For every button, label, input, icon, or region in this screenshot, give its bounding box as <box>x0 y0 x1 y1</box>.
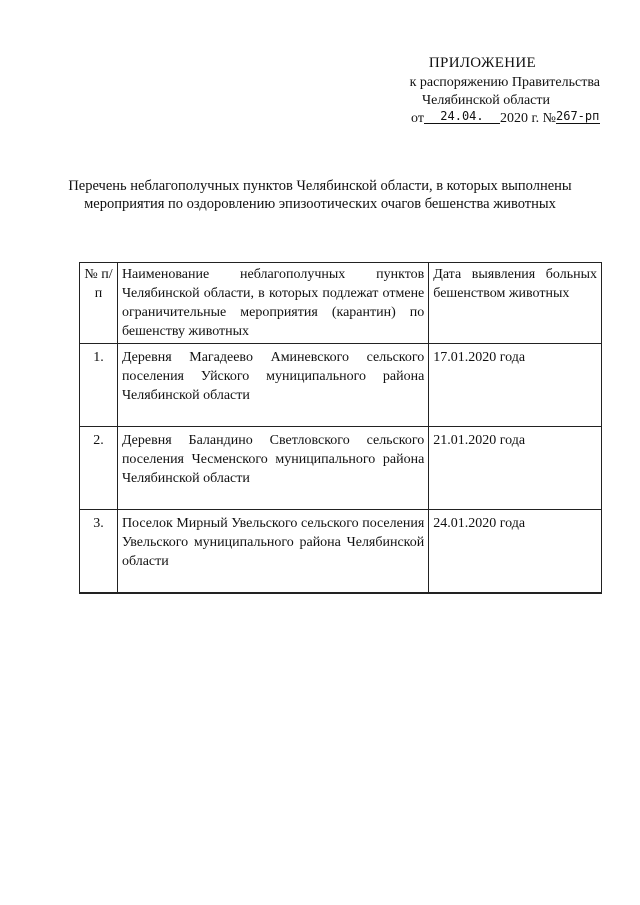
table-row <box>80 427 602 510</box>
from-label: от <box>411 111 424 126</box>
row-number: 1. <box>80 344 118 427</box>
table-row <box>80 510 602 594</box>
row-name: Деревня Магадеево Аминевского сельского поселения Уйского муниципального района Челябинской области <box>117 344 428 427</box>
header-name: Наименование неблагополучных пунктов Челябинской области, в которых подлежат отмене ограничительные мероприятия (карантин) по бешенству животных <box>117 263 428 344</box>
row-name: Деревня Баландино Светловского сельского поселения Чесменского муниципального района Челябинской области <box>117 427 428 510</box>
table-header-row <box>80 263 602 344</box>
date-field: 24.04. <box>424 110 500 124</box>
table-row <box>80 344 602 427</box>
row-name: Поселок Мирный Увельского сельского поселения Увельского муниципального района Челябинской области <box>117 510 428 594</box>
row-number: 3. <box>80 510 118 594</box>
header-number: № п/п <box>80 263 118 344</box>
row-date: 21.01.2020 года <box>429 427 602 510</box>
header-line-region: Челябинской области <box>422 93 550 108</box>
number-field: 267-рп <box>556 109 600 123</box>
header-line-order: к распоряжению Правительства <box>409 75 600 90</box>
row-number: 2. <box>80 427 118 510</box>
row-date: 24.01.2020 года <box>429 510 602 594</box>
document-title: Перечень неблагополучных пунктов Челябинской области, в которых выполнены мероприятия по оздоровлению эпизоотических очагов бешенства животных <box>68 178 572 212</box>
header-date: Дата выявления больных бешенством животных <box>429 263 602 344</box>
locations-table <box>79 262 602 594</box>
appendix-title: ПРИЛОЖЕНИЕ <box>428 55 536 71</box>
year-text: 2020 г. № <box>499 111 556 126</box>
row-date: 17.01.2020 года <box>429 344 602 427</box>
header-line-date-number <box>411 110 600 127</box>
